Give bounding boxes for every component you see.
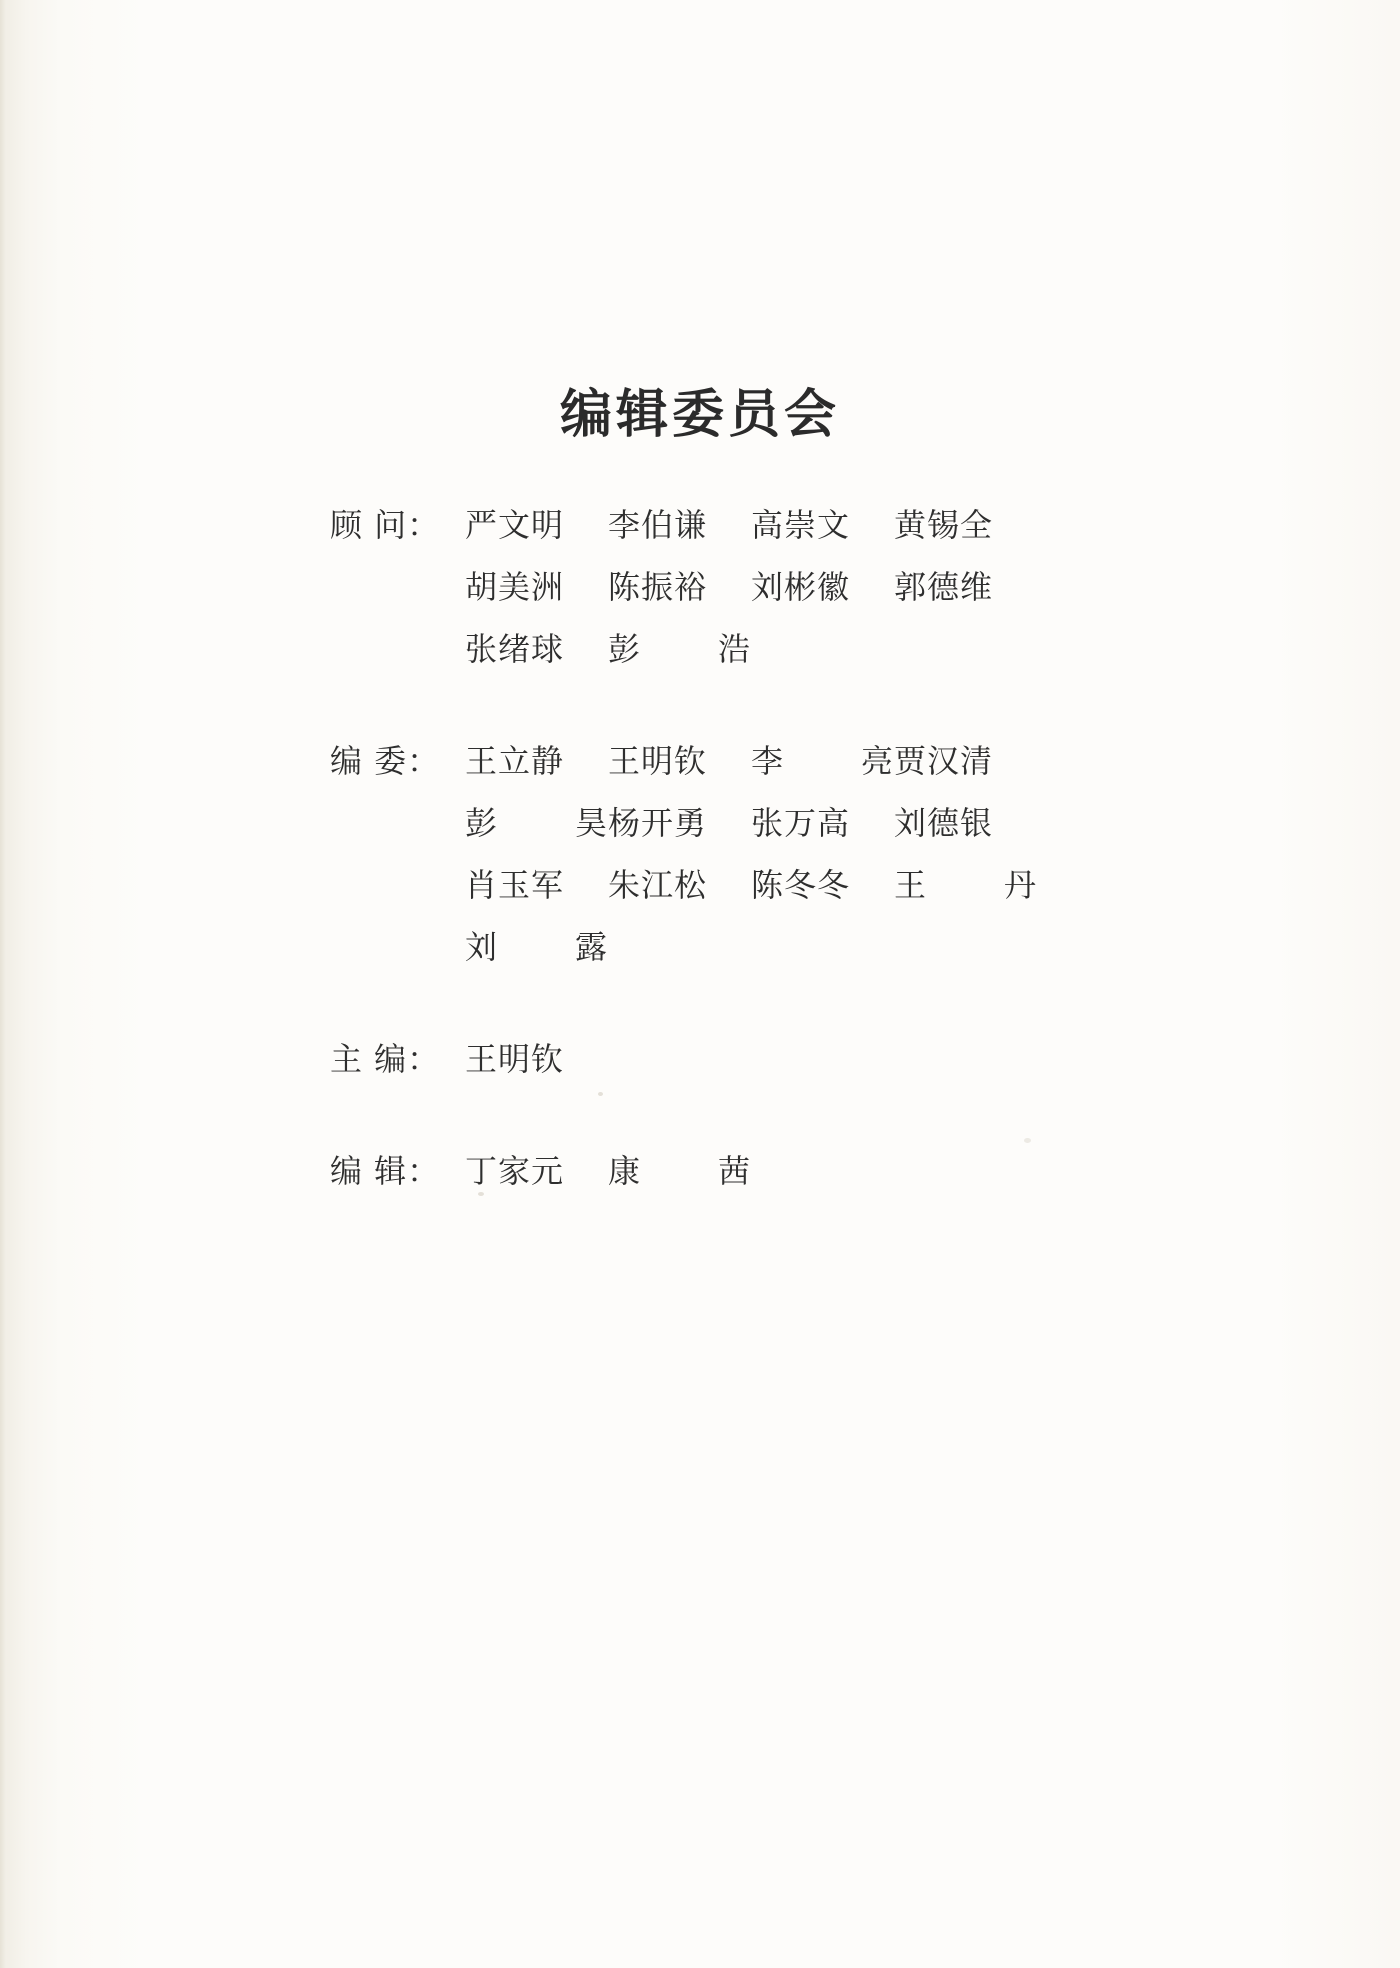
section-label-advisors: 顾 问：	[330, 506, 441, 544]
name-row	[330, 1034, 1030, 1096]
section-editor-in-chief	[330, 1034, 1030, 1096]
name-group	[465, 860, 1037, 906]
person-name: 王明钦	[465, 1040, 565, 1078]
person-name: 李亮	[751, 742, 894, 780]
person-name: 高崇文	[751, 506, 851, 544]
name-group	[465, 736, 1037, 782]
person-name: 黄锡全	[894, 506, 994, 544]
name-row	[330, 736, 1030, 798]
name-group	[465, 624, 751, 670]
name-row	[330, 562, 1030, 624]
name-group	[465, 922, 608, 968]
section-label-editors: 编 辑：	[330, 1152, 441, 1190]
person-name: 肖玉军	[465, 866, 565, 904]
person-name: 陈振裕	[608, 568, 708, 606]
name-row	[330, 798, 1030, 860]
page-title: 编辑委员会	[559, 384, 840, 445]
name-row	[330, 922, 1030, 984]
person-name: 刘德银	[894, 804, 994, 842]
person-name: 刘彬徽	[751, 568, 851, 606]
name-row	[330, 624, 1030, 686]
person-name: 丁家元	[465, 1152, 565, 1190]
person-name: 王立静	[465, 742, 565, 780]
masthead-sections	[330, 500, 1037, 1208]
name-row	[330, 860, 1037, 922]
person-name: 康茜	[608, 1152, 751, 1190]
section-editorial-board	[330, 736, 1037, 984]
person-name: 王明钦	[608, 742, 708, 780]
person-name: 胡美洲	[465, 568, 565, 606]
person-name: 杨开勇	[608, 804, 708, 842]
person-name: 李伯谦	[608, 506, 708, 544]
person-name: 陈冬冬	[751, 866, 851, 904]
section-label-editorial-board: 编 委：	[330, 742, 441, 780]
name-group	[465, 500, 1037, 546]
person-name: 彭浩	[608, 630, 751, 668]
person-name: 彭昊	[465, 804, 608, 842]
section-editors	[330, 1146, 1030, 1208]
name-group	[465, 798, 1037, 844]
section-label-editor-in-chief: 主 编：	[330, 1040, 441, 1078]
name-group	[465, 562, 1037, 608]
section-advisors	[330, 500, 1030, 686]
name-row	[330, 500, 1030, 562]
person-name: 贾汉清	[894, 742, 994, 780]
person-name: 严文明	[465, 506, 565, 544]
person-name: 张万高	[751, 804, 851, 842]
person-name: 王丹	[894, 866, 1037, 904]
person-name: 刘露	[465, 928, 608, 966]
name-group	[465, 1034, 608, 1080]
person-name: 郭德维	[894, 568, 994, 606]
name-row	[330, 1146, 1030, 1208]
person-name: 张绪球	[465, 630, 565, 668]
person-name: 朱江松	[608, 866, 708, 904]
name-group	[465, 1146, 751, 1192]
